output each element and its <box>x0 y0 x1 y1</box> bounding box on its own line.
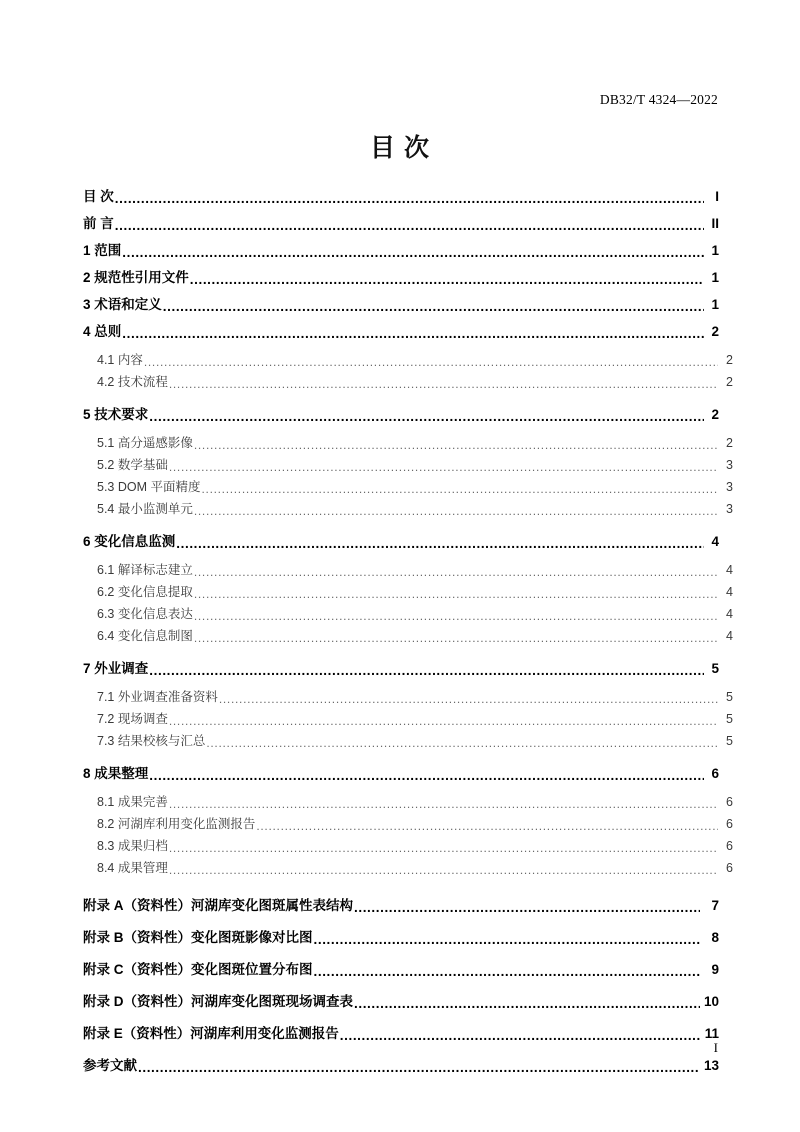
toc-leader-dots <box>163 299 704 313</box>
toc-entry-page-number: 5 <box>726 690 733 705</box>
toc-leader-dots <box>202 482 719 495</box>
toc-entry-page-number: 1 <box>711 243 719 259</box>
toc-leader-dots <box>256 819 718 832</box>
toc-entry[interactable] <box>83 523 719 550</box>
toc-entry-label: 5.4 最小监测单元 <box>97 502 193 517</box>
toc-entry-label: 8.1 成果完善 <box>97 795 168 810</box>
toc-entry-label: 附录 C（资料性）变化图斑位置分布图 <box>83 962 313 978</box>
toc-leader-dots <box>314 964 701 978</box>
toc-entry[interactable] <box>83 622 733 644</box>
toc-entry-label: 附录 B（资料性）变化图斑影像对比图 <box>83 930 313 946</box>
toc-entry-label: 8.4 成果管理 <box>97 861 168 876</box>
toc-leader-dots <box>122 326 704 340</box>
toc-entry-page-number: 4 <box>726 607 733 622</box>
toc-leader-dots <box>219 692 718 705</box>
toc-entry[interactable] <box>83 396 719 423</box>
toc-entry-label: 5 技术要求 <box>83 407 149 423</box>
toc-leader-dots <box>194 609 718 622</box>
toc-entry-page-number: I <box>715 189 719 205</box>
toc-leader-dots <box>169 797 718 810</box>
toc-entry-label: 目 次 <box>83 189 114 205</box>
toc-entry-label: 4.2 技术流程 <box>97 375 168 390</box>
toc-leader-dots <box>169 841 718 854</box>
toc-entry-page-number: 4 <box>726 563 733 578</box>
toc-entry[interactable] <box>83 600 733 622</box>
toc-entry-page-number: 6 <box>726 795 733 810</box>
toc-entry[interactable] <box>83 854 733 876</box>
toc-entry-label: 6.1 解译标志建立 <box>97 563 193 578</box>
toc-entry-page-number: 6 <box>726 817 733 832</box>
toc-leader-dots <box>122 245 704 259</box>
toc-entry-label: 附录 D（资料性）河湖库变化图斑现场调查表 <box>83 994 353 1010</box>
toc-entry-page-number: 1 <box>711 297 719 313</box>
toc-entry[interactable] <box>83 832 733 854</box>
toc-leader-dots <box>340 1028 700 1042</box>
toc-entry-label: 参考文献 <box>83 1058 137 1074</box>
toc-leader-dots <box>169 714 718 727</box>
toc-leader-dots <box>194 631 718 644</box>
toc-entry-label: 8 成果整理 <box>83 766 149 782</box>
toc-entry-page-number: 6 <box>726 861 733 876</box>
toc-entry-label: 5.1 高分遥感影像 <box>97 436 193 451</box>
toc-leader-dots <box>194 504 718 517</box>
toc-entry[interactable] <box>83 946 719 978</box>
toc-leader-dots <box>176 536 704 550</box>
toc-entry-page-number: 10 <box>703 994 719 1010</box>
toc-leader-dots <box>354 900 700 914</box>
toc-entry[interactable] <box>83 556 733 578</box>
toc-entry-page-number: 2 <box>711 324 719 340</box>
toc-entry-page-number: 13 <box>703 1058 719 1074</box>
toc-entry-page-number: 3 <box>726 480 733 495</box>
toc-entry-page-number: 5 <box>711 661 719 677</box>
toc-entry-page-number: 5 <box>726 712 733 727</box>
toc-entry-label: 6.3 变化信息表达 <box>97 607 193 622</box>
toc-entry[interactable] <box>83 914 719 946</box>
toc-leader-dots <box>194 438 718 451</box>
toc-entry[interactable] <box>83 451 733 473</box>
toc-entry-page-number: 2 <box>711 407 719 423</box>
toc-entry[interactable] <box>83 1010 719 1042</box>
toc-entry-page-number: 3 <box>726 502 733 517</box>
toc-entry-label: 6.2 变化信息提取 <box>97 585 193 600</box>
table-of-contents <box>83 178 733 1074</box>
toc-entry-page-number: 2 <box>726 353 733 368</box>
toc-entry-label: 4.1 内容 <box>97 353 143 368</box>
toc-leader-dots <box>149 768 704 782</box>
toc-entry-label: 6 变化信息监测 <box>83 534 176 550</box>
toc-entry-label: 7 外业调查 <box>83 661 149 677</box>
toc-entry[interactable] <box>83 178 719 205</box>
toc-entry[interactable] <box>83 882 719 914</box>
toc-entry[interactable] <box>83 810 733 832</box>
toc-entry-page-number: 6 <box>711 766 719 782</box>
toc-entry-page-number: 8 <box>711 930 719 946</box>
toc-entry[interactable] <box>83 313 719 340</box>
standard-number-header: DB32/T 4324—2022 <box>599 92 718 107</box>
toc-leader-dots <box>149 409 704 423</box>
toc-entry[interactable] <box>83 473 733 495</box>
toc-entry-label: 前 言 <box>83 216 114 232</box>
toc-entry[interactable] <box>83 578 733 600</box>
toc-entry-label: 8.2 河湖库利用变化监测报告 <box>97 817 256 832</box>
toc-leader-dots <box>190 272 704 286</box>
toc-entry-page-number: II <box>711 216 719 232</box>
toc-entry-label: 1 范围 <box>83 243 122 259</box>
toc-leader-dots <box>144 355 718 368</box>
toc-entry-label: 3 术语和定义 <box>83 297 162 313</box>
toc-entry-page-number: 2 <box>726 436 733 451</box>
toc-entry[interactable] <box>83 755 719 782</box>
toc-entry-page-number: 4 <box>711 534 719 550</box>
toc-entry[interactable] <box>83 286 719 313</box>
toc-entry-label: 2 规范性引用文件 <box>83 270 189 286</box>
toc-entry[interactable] <box>83 259 719 286</box>
toc-entry-page-number: 5 <box>726 734 733 749</box>
toc-entry-page-number: 6 <box>726 839 733 854</box>
toc-entry[interactable] <box>83 205 719 232</box>
toc-leader-dots <box>206 736 718 749</box>
toc-leader-dots <box>314 932 701 946</box>
toc-entry-label: 7.3 结果校核与汇总 <box>97 734 206 749</box>
toc-entry-page-number: 1 <box>711 270 719 286</box>
toc-entry-label: 7.1 外业调查准备资料 <box>97 690 218 705</box>
toc-leader-dots <box>194 587 718 600</box>
toc-leader-dots <box>169 460 718 473</box>
toc-entry[interactable] <box>83 346 733 368</box>
toc-entry[interactable] <box>83 429 733 451</box>
toc-entry-page-number: 11 <box>704 1026 719 1042</box>
toc-leader-dots <box>169 863 718 876</box>
toc-entry-page-number: 9 <box>711 962 719 978</box>
toc-entry[interactable] <box>83 727 733 749</box>
toc-entry-label: 附录 E（资料性）河湖库利用变化监测报告 <box>83 1026 339 1042</box>
toc-leader-dots <box>354 996 700 1010</box>
toc-leader-dots <box>194 565 718 578</box>
toc-entry[interactable] <box>83 788 733 810</box>
toc-entry[interactable] <box>83 1042 719 1074</box>
toc-leader-dots <box>169 377 718 390</box>
toc-entry[interactable] <box>83 495 733 517</box>
toc-entry-page-number: 3 <box>726 458 733 473</box>
toc-entry-page-number: 4 <box>726 585 733 600</box>
toc-entry-label: 6.4 变化信息制图 <box>97 629 193 644</box>
toc-entry-label: 7.2 现场调查 <box>97 712 168 727</box>
toc-entry-label: 8.3 成果归档 <box>97 839 168 854</box>
page-title: 目 次 <box>370 134 430 162</box>
toc-entry-label: 5.2 数学基础 <box>97 458 168 473</box>
toc-leader-dots <box>115 218 704 232</box>
toc-entry-label: 附录 A（资料性）河湖库变化图斑属性表结构 <box>83 898 353 914</box>
footer-page-number: I <box>713 1040 718 1055</box>
toc-entry-label: 4 总则 <box>83 324 122 340</box>
toc-entry-page-number: 2 <box>726 375 733 390</box>
toc-entry[interactable] <box>83 683 733 705</box>
toc-entry[interactable] <box>83 705 733 727</box>
toc-entry[interactable] <box>83 650 719 677</box>
toc-entry-page-number: 4 <box>726 629 733 644</box>
toc-entry-label: 5.3 DOM 平面精度 <box>97 480 201 495</box>
toc-entry[interactable] <box>83 232 719 259</box>
toc-leader-dots <box>138 1060 700 1074</box>
toc-entry[interactable] <box>83 368 733 390</box>
toc-leader-dots <box>115 191 704 205</box>
toc-entry-page-number: 7 <box>711 898 719 914</box>
toc-leader-dots <box>149 663 704 677</box>
toc-entry[interactable] <box>83 978 719 1010</box>
